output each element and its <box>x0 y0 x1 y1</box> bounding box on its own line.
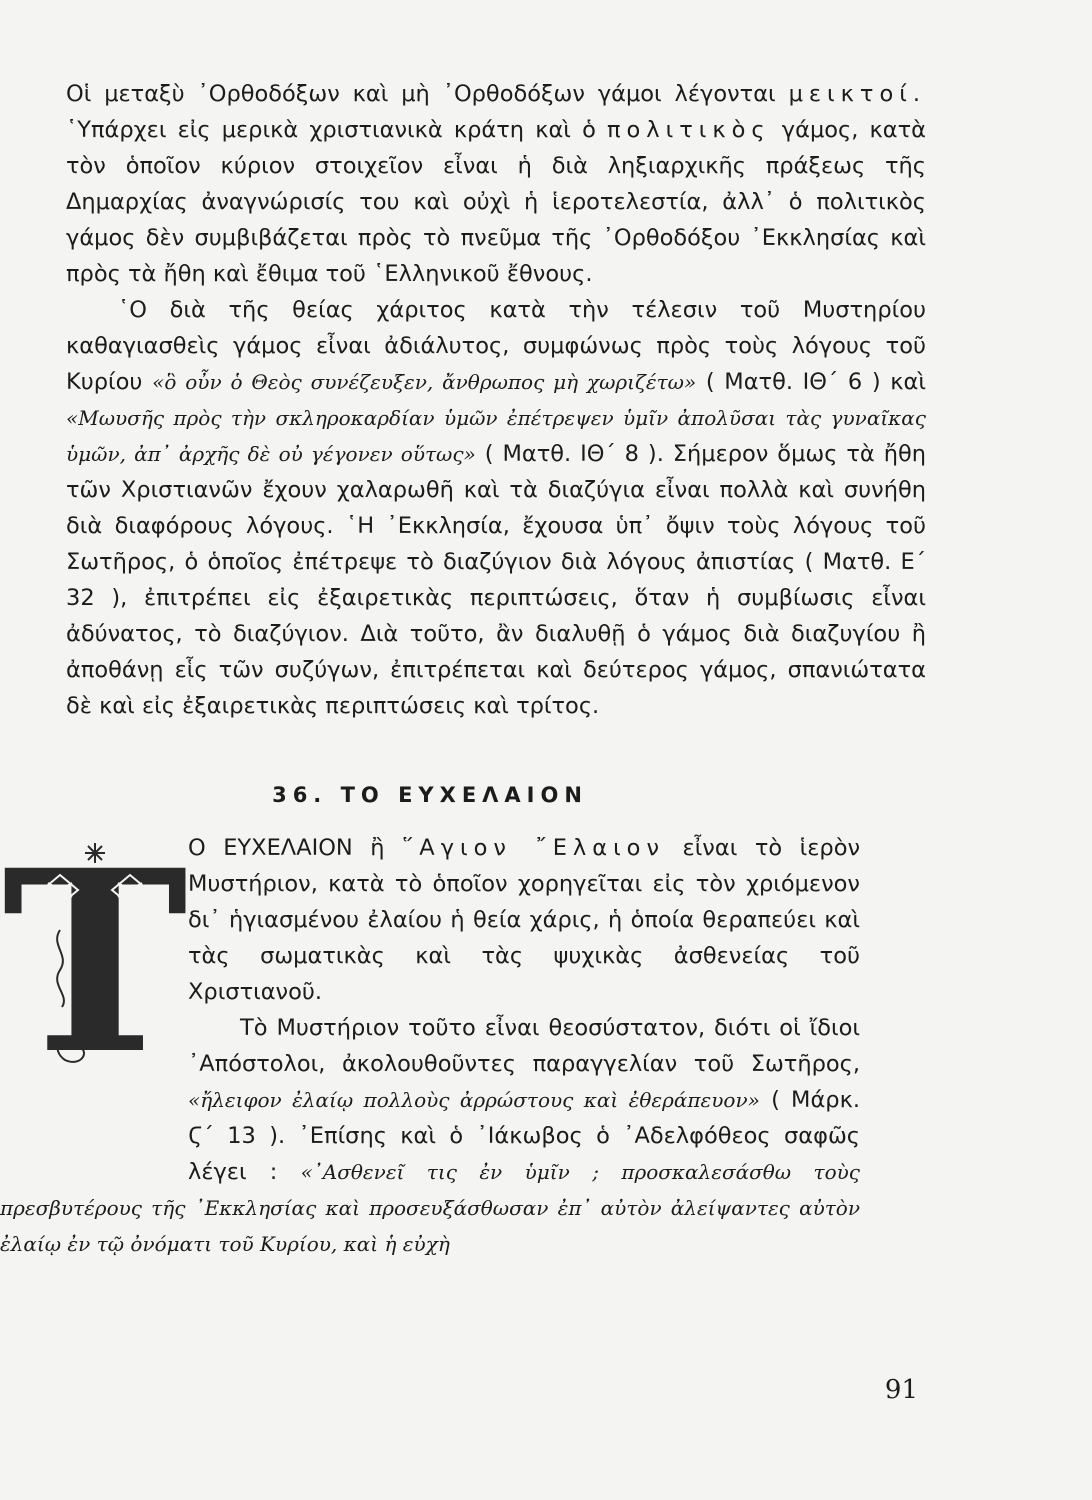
p2-text-c: ( Ματθ. ΙΘ΄ 8 ). Σήμερον ὅμως τὰ ἤθη τῶν Χριστιανῶν ἔχουν χαλαρωθῆ καὶ τὰ διαζύγια εἶναι πολλὰ καὶ συνήθη διὰ διαφόρους λόγους. ῾Η ᾿Εκκλησία, ἔχουσα ὑπ᾿ ὄψιν τοὺς λόγους τοῦ Σωτῆρος, ὁ ὁποῖος ἐπέτρεψε τὸ διαζύγιον διὰ λόγους ἀπιστίας ( Ματθ. Ε΄ 32 ), ἐπιτρέπει εἰς ἐξαιρετικὰς περιπτώσεις, ὅταν ἡ συμβίωσις εἶναι ἀδύνατος, τὸ διαζύγιον. Διὰ τοῦτο, ἂν διαλυθῇ ὁ γάμος διὰ διαζυγίου ἢ ἀποθάνῃ εἷς τῶν συζύγων, ἐπιτρέπεται καὶ δεύτερος γάμος, σπανιώτατα δὲ καὶ εἰς ἐξαιρετικὰς περιπτώσεις καὶ τρίτος. <box>66 441 926 719</box>
p4-text-a: Τὸ Μυστήριον τοῦτο εἶναι θεοσύστατον, διότι οἱ ἴδιοι ᾿Απόστολοι, ἀκολουθοῦντες παραγγελίαν τοῦ Σωτῆρος, <box>188 1015 860 1077</box>
p3-text-a: Ο ΕΥΧΕΛΑΙΟΝ ἢ <box>188 835 385 861</box>
p2-text-a: ῾Ο διὰ τῆς θείας χάριτος κατὰ τὴν τέλεσιν τοῦ Μυστηρίου καθαγιασθεὶς γάμος εἶναι ἀδιάλυτος, συμφώνως πρὸς τοὺς λόγους τοῦ Κυρίου <box>66 297 926 395</box>
p4-quote-1: «ἤλειφον ἐλαίῳ πολλοὺς ἀρρώστους καὶ ἐθεράπευον» <box>188 1088 760 1112</box>
p1-text-e: γάμος, κατὰ τὸν ὁποῖον κύριον στοιχεῖον εἶναι ἡ διὰ ληξιαρχικῆς πράξεως τῆς Δημαρχίας ἀναγνώρισίς του καὶ οὐχὶ ἡ ἱεροτελεστία, ἀλλ᾿ ὁ πολιτικὸς γάμος δὲν συμβιβάζεται πρὸς τὸ πνεῦμα τῆς ᾿Ορθοδόξου ᾿Εκκλησίας καὶ πρὸς τὰ ἤθη καὶ ἔθιμα τοῦ ῾Ελληνικοῦ ἔθνους. <box>66 117 927 287</box>
paragraph-mixed-marriages <box>66 76 926 292</box>
p1-text-c: ῾Υπάρχει εἰς μερικὰ χριστιανικὰ κράτη καὶ ὁ <box>66 117 596 143</box>
p2-quote-2: «Μωυσῆς πρὸς τὴν σκληροκαρδίαν ὑμῶν ἐπέτρεψεν ὑμῖν ἀπολῦσαι τὰς γυναῖκας ὑμῶν, ἀπ᾿ ἀρχῆς δὲ οὐ γέγονεν οὕτως» <box>66 406 926 466</box>
p1-text-a: Οἱ μεταξὺ ᾿Ορθοδόξων καὶ μὴ ᾿Ορθοδόξων γάμοι λέγονται <box>66 81 776 107</box>
page-number: 91 <box>884 1375 918 1405</box>
p3-text-c: εἶναι τὸ ἱερὸν Μυστήριον, κατὰ τὸ ὁποῖον χορηγεῖται εἰς τὸν χριόμενον δι᾿ ἡγιασμένου ἐλαίου ἡ θεία χάρις, ἡ ὁποία θεραπεύει καὶ τὰς σωματικὰς καὶ τὰς ψυχικὰς ἀσθενείας τοῦ Χριστιανοῦ. <box>188 835 861 1005</box>
p4-text-b: ( Μάρκ. Ϛ΄ 13 ). ᾿Επίσης καὶ ὁ ᾿Ιάκωβος ὁ ᾿Αδελφόθεος σαφῶς λέγει : <box>188 1087 860 1185</box>
page-body <box>66 76 926 724</box>
paragraph-indissoluble <box>66 292 926 724</box>
p1-term-civil: πολιτικὸς <box>607 117 771 143</box>
p1-term-mixed: μεικτοί. <box>788 81 927 107</box>
p4-quote-2: «᾿Ασθενεῖ τις ἐν ὑμῖν ; προσκαλεσάσθω τοὺς πρεσβυτέρους τῆς ᾿Εκκλησίας καὶ προσευξάσθωσαν ἐπ᾿ αὐτὸν ἀλείψαντες αὐτὸν ἐλαίῳ ἐν τῷ ὀνόματι τοῦ Κυρίου, καὶ ἡ εὐχὴ <box>0 1160 860 1256</box>
dropcap-letter: Τ <box>1 815 189 1109</box>
section-heading: 36. ΤΟ ΕΥΧΕΛΑΙΟΝ <box>272 783 588 807</box>
p3-term-holy-oil: ῞Αγιον ῎Ελαιον <box>402 835 666 861</box>
section-euchelaion <box>0 830 860 1262</box>
p2-quote-1: «ὃ οὖν ὁ Θεὸς συνέζευξεν, ἄνθρωπος μὴ χωριζέτω» <box>152 370 697 394</box>
p2-text-b: ( Ματθ. ΙΘ΄ 6 ) καὶ <box>705 369 926 395</box>
